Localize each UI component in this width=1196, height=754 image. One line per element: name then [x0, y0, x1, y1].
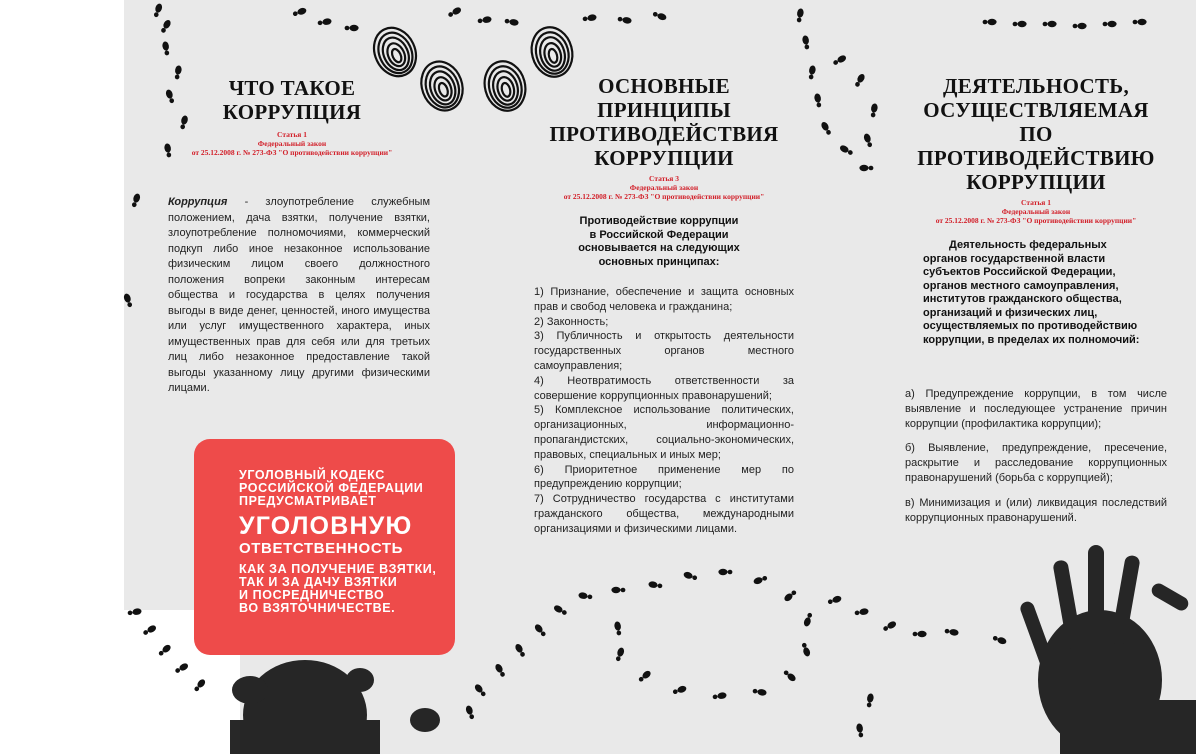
column-activities [905, 74, 1167, 525]
list-item: 7) Сотрудничество государства с институтами гражданского общества, международными организациями и физическими лицами. [534, 493, 794, 535]
principles-intro: Противодействие коррупции в Российской Федерации основывается на следующих основных принципах: [578, 215, 740, 268]
fingerprint-icon [479, 57, 531, 116]
law-reference: Статья 1 Федеральный закон от 25.12.2008 г. № 273-ФЗ "О противодействии коррупции" [935, 198, 1137, 225]
section-title: ОСНОВНЫЕ ПРИНЦИПЫ ПРОТИВОДЕЙСТВИЯ КОРРУПЦИИ [549, 74, 779, 170]
footprint-icon [152, 3, 163, 18]
column-what-is-corruption [160, 76, 434, 397]
term-label: Коррупция [168, 196, 228, 208]
fingerprint-icon [526, 23, 578, 82]
activities-intro: Деятельность федеральных органов государственной власти субъектов Российской Федерации, органов местного самоуправления, институтов гражданского общества, организаций и физических лиц, осуществляемых по противодействию коррупции, в пределах их полномочий: [923, 239, 1140, 346]
column-principles [534, 74, 794, 537]
list-item: 4) Неотвратимость ответственности за совершение коррупционных правонарушений; [534, 374, 794, 402]
corruption-definition: Коррупция - злоупотребление служебным положением, дача взятки, получение взятки, злоупотребление полномочиями, коммерческий подкуп либо иное незаконное использование физическим лицом своего должностного положения вопреки законным интересам общества и государства в целях получения выгоды в виде денег, ценностей, иного имущества или услуг имущественного характера, иных имущественных прав для себя или для третьих лиц либо незаконное предоставление такой выгоды указанному лицу другими физическими лицами. [168, 196, 430, 394]
handprint-left-icon [230, 660, 440, 754]
activities-list [905, 387, 1167, 525]
criminal-liability-banner: УГОЛОВНЫЙ КОДЕКС РОССИЙСКОЙ ФЕДЕРАЦИИ ПРЕДУСМАТРИВАЕТ УГОЛОВНУЮ ОТВЕТСТВЕННОСТЬ КАК ЗА ПОЛУЧЕНИЕ ВЗЯТКИ, ТАК И ЗА ДАЧУ ВЗЯТКИ И ПОСРЕДНИЧЕСТВО ВО ВЗЯТОЧНИЧЕСТВЕ. [194, 439, 455, 655]
list-item: 3) Публичность и открытость деятельности государственных органов местного самоуправления; [534, 330, 794, 372]
handprint-right-icon [1018, 545, 1196, 754]
liability-headline: УГОЛОВНУЮ [239, 512, 413, 540]
section-title: ДЕЯТЕЛЬНОСТЬ, ОСУЩЕСТВЛЯЕМАЯ ПО ПРОТИВОДЕЙСТВИЮ КОРРУПЦИИ [917, 74, 1155, 194]
fingerprint-icon [366, 21, 423, 83]
law-reference: Статья 1 Федеральный закон от 25.12.2008 г. № 273-ФЗ "О противодействии коррупции" [191, 130, 393, 157]
list-item: 1) Признание, обеспечение и защита основных прав и свобод человека и гражданина; [534, 286, 794, 313]
list-item: а) Предупреждение коррупции, в том числе выявление и последующее устранение причин коррупции (профилактика коррупции); [905, 388, 1167, 430]
law-reference: Статья 3 Федеральный закон от 25.12.2008 г. № 273-ФЗ "О противодействии коррупции" [563, 174, 765, 201]
list-item: 6) Приоритетное применение мер по предупреждению коррупции; [534, 463, 794, 491]
list-item: в) Минимизация и (или) ликвидация последствий коррупционных правонарушений. [905, 496, 1167, 524]
list-item: 5) Комплексное использование политических, организационных, информационно-пропагандистских, социально-экономических, правовых, специальных и иных мер; [534, 404, 794, 461]
list-item: 2) Законность; [534, 315, 609, 328]
principles-list [534, 285, 794, 537]
section-title: ЧТО ТАКОЕ КОРРУПЦИЯ [222, 76, 362, 124]
list-item: б) Выявление, предупреждение, пресечение, раскрытие и расследование коррупционных правонарушений (борьба с коррупцией); [905, 442, 1167, 484]
